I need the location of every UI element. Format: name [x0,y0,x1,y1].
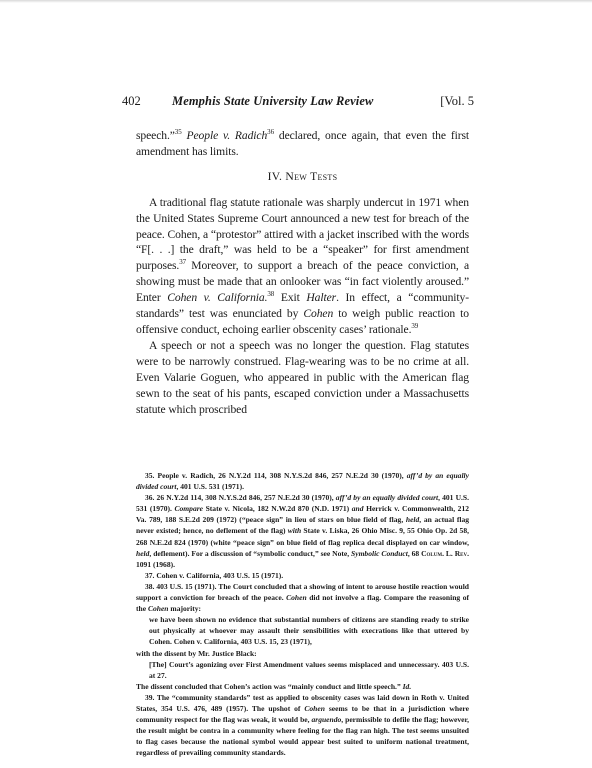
paragraph-new-tests: A traditional flag statute rationale was sharply undercut in 1971 when the United States Supreme Court announced a new test for breach of the peace. Cohen, a “protestor” attired with a jacket inscribed with the words “F[. . .] the draft,” was held to be a “speaker” for first amendment purposes.$^{37}$ Moreover, to support a breach of the peace conviction, a showing must be made that an onlooker was “in fact violently aroused.” Enter Cohen v. California.$^{38}$ Exit Halter. In effect, a “community-standards” test was enunciated by Cohen to weigh public reaction to offensive conduct, echoing earlier obscenity cases’ rationale.$^{39}$ [136,195,470,336]
volume-label: [Vol. 5 [440,94,474,108]
case-name: People v. Radich [186,129,268,142]
section-heading: IV. New Tests [267,169,338,183]
scan-top-edge [0,0,592,3]
running-header [122,94,474,110]
footnote-39: 39. The “community standards” test as applied to obscenity cases was laid down in Roth v. United States, 354 U.S. 476, 489 (1957). The upshot of Cohen seems to be that in a jurisdiction where community respect for the flag was weak, it would be, arguendo, permissible to defile the flag; however, the result might be contra in a community where feeling for the flag ran high. The test seems unsuited to flag cases because the national symbol would appear best suited to uniform national treatment, regardless of prevailing community standards. [136,692,469,758]
page-number: 402 [122,94,141,108]
footnote-37: 37. Cohen v. California, 403 U.S. 15 (1971). [145,570,284,580]
paragraph-continuation: speech.”$^{35}$ People v. Radich$^{36}$ declared, once again, that even the first amendment has limits. [136,128,469,158]
case-name: Cohen v. California. [167,291,268,305]
footnote-ref-36: 36 [267,128,274,137]
main-text [136,128,469,417]
footnotes [136,470,469,758]
footnote-35: 35. People v. Radich, 26 N.Y.2d 114, 308 N.Y.S.2d 846, 257 N.E.2d 30 (1970), aff’d by an equally divided court, 401 U.S. 531 (1971). [136,471,469,492]
footnote-38: 38. 403 U.S. 15 (1971). The Court concluded that a showing of intent to arouse hostile reaction would support a conviction for breach of the peace. Cohen did not involve a flag. Compare the reasoning of the Cohen majority: [136,581,469,614]
footnote-ref-39: 39 [411,322,419,331]
case-name: Cohen [303,307,334,321]
journal-title: Memphis State University Law Review [172,94,374,108]
footnote-38-conclusion: The dissent concluded that Cohen’s action was “mainly conduct and little speech.” Id. [136,681,412,691]
footnote-36: 36. 26 N.Y.2d 114, 308 N.Y.S.2d 846, 257 N.E.2d 30 (1970), aff’d by an equally divided court, 401 U.S. 531 (1970). Compare State v. Nicola, 182 N.W.2d 870 (N.D. 1971) and Herrick v. Commonwealth, 212 Va. 789, 188 S.E.2d 209 (1972) (“peace sign” in lieu of stars on blue field of flag, held, an actual flag never existed; hence, no deflement of the flag) with State v. Liska, 26 Ohio Misc. 9, 55 Ohio Op. 2d 58, 268 N.E.2d 824 (1970) (white “peace sign” on blue field of flag replica decal displayed on car window, held, deflement). For a discussion of “symbolic conduct,” see Note, Symbolic Conduct, 68 Colum. L. Rev. 1091 (1968). [136,493,469,569]
footnote-ref-38: 38 [267,290,275,299]
block-quote-dissent: [The] Court’s agonizing over First Amendment values seems misplaced and unnecessary. 403 U.S. at 27. [149,659,469,680]
footnote-ref-37: 37 [179,258,187,267]
paragraph-goguen: A speech or not a speech was no longer the question. Flag statutes were to be narrowly construed. Flag-wearing was to be no crime at all. Even Valarie Goguen, who appeared in public with the American flag sewn to the seat of his pants, escaped conviction under a Massachusetts statute which proscribed [136,338,469,416]
footnote-38-continuation: with the dissent by Mr. Justice Black: [136,648,257,658]
footnote-ref-35: 35 [174,128,182,137]
block-quote-majority: we have been shown no evidence that substantial numbers of citizens are standing ready to strike out physically at whoever may assault their sensibilities with execrations like that uttered by Cohen. Cohen v. California, 403 U.S. 15, 23 (1971), [149,615,469,647]
case-name: Halter [306,291,337,305]
